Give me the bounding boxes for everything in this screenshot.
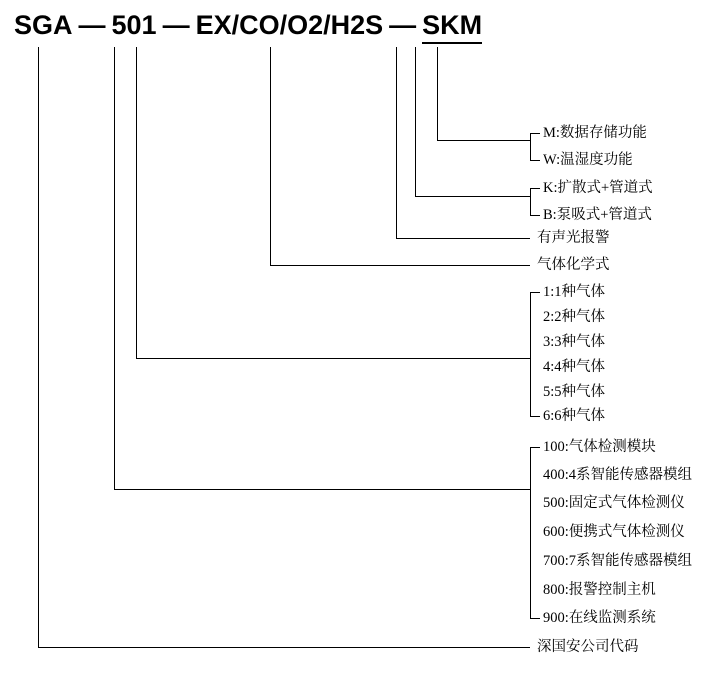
code-part-series: 501 [111, 10, 157, 40]
leader-series-horizontal [114, 489, 530, 490]
leader-brand-horizontal [38, 647, 530, 648]
leader-function-horizontal [437, 140, 530, 141]
leader-gastype-horizontal [270, 265, 530, 266]
company-code-label: 深国安公司代码 [537, 639, 639, 655]
leader-series-vertical [114, 47, 115, 489]
bracket-sampling-tick-k [530, 188, 540, 189]
gas-count-item-6-label: 6:6种气体 [543, 408, 606, 424]
bracket-function-tick-m [530, 133, 540, 134]
model-code-line [14, 10, 482, 44]
bracket-function-tick-w [530, 160, 540, 161]
code-dash-3: — [389, 10, 417, 40]
series-item-100-label: 100:气体检测模块 [543, 439, 656, 455]
leader-gascount-vertical [136, 47, 137, 358]
bracket-series-tick-top [530, 447, 540, 448]
leader-sampling-vertical [415, 47, 416, 196]
sampling-item-b-label: B:泵吸式+管道式 [543, 207, 652, 223]
bracket-gascount-tick-bottom [530, 416, 540, 417]
series-item-800-label: 800:报警控制主机 [543, 582, 656, 598]
series-item-400-label: 400:4系智能传感器模组 [543, 467, 693, 483]
bracket-gascount-tick-top [530, 292, 540, 293]
code-part-gas: EX/CO/O2/H2S [195, 10, 384, 40]
bracket-sampling-vertical [530, 188, 531, 215]
series-item-600-label: 600:便携式气体检测仪 [543, 524, 685, 540]
leader-brand-vertical [38, 47, 39, 647]
bracket-function-vertical [530, 133, 531, 160]
leader-gastype-vertical [270, 47, 271, 265]
gas-count-item-1-label: 1:1种气体 [543, 284, 606, 300]
leader-gascount-horizontal [136, 358, 530, 359]
code-part-brand: SGA [14, 10, 73, 40]
code-part-suffix: SKM [422, 10, 482, 44]
code-dash-1: — [78, 10, 106, 40]
bracket-series-tick-bottom [530, 618, 540, 619]
bracket-sampling-tick-b [530, 215, 540, 216]
code-dash-2: — [162, 10, 190, 40]
sampling-item-k-label: K:扩散式+管道式 [543, 180, 653, 196]
bracket-series-vertical [530, 447, 531, 618]
leader-alarm-vertical [396, 47, 397, 238]
leader-sampling-horizontal [415, 196, 530, 197]
function-item-m-label: M:数据存储功能 [543, 125, 647, 141]
gas-type-label: 气体化学式 [537, 257, 610, 273]
series-item-900-label: 900:在线监测系统 [543, 610, 656, 626]
series-item-500-label: 500:固定式气体检测仪 [543, 495, 685, 511]
leader-alarm-horizontal [396, 238, 530, 239]
function-item-w-label: W:温湿度功能 [543, 152, 633, 168]
gas-count-item-4-label: 4:4种气体 [543, 359, 606, 375]
series-item-700-label: 700:7系智能传感器模组 [543, 553, 693, 569]
gas-count-item-5-label: 5:5种气体 [543, 384, 606, 400]
gas-count-item-2-label: 2:2种气体 [543, 309, 606, 325]
leader-function-vertical [437, 47, 438, 140]
gas-count-item-3-label: 3:3种气体 [543, 334, 606, 350]
alarm-label: 有声光报警 [537, 230, 610, 246]
bracket-gascount-vertical [530, 292, 531, 416]
